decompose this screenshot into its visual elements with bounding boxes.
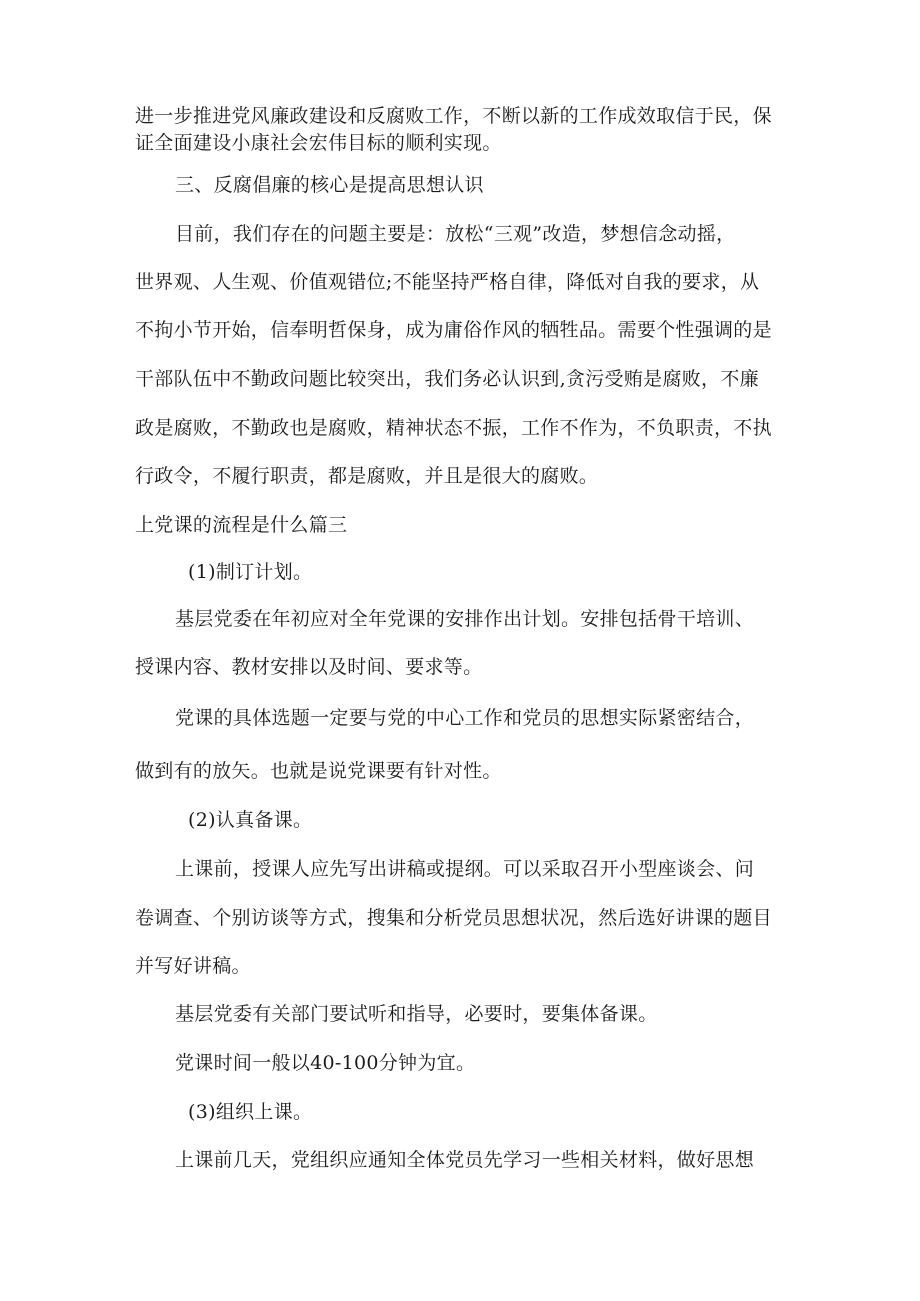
text-line: 证全面建设小康社会宏伟目标的顺利实现。 xyxy=(135,132,502,154)
text-line: 行政令，不履行职责，都是腐败，并且是很大的腐败。 xyxy=(135,465,599,487)
text-line: 并写好讲稿。 xyxy=(135,955,251,977)
section-title: 上党课的流程是什么篇三 xyxy=(135,514,348,536)
step-heading: (1)制订计划。 xyxy=(188,561,313,583)
text-line: 进一步推进党风廉政建设和反腐败工作，不断以新的工作成效取信于民，保 xyxy=(135,105,772,127)
step-heading: (3)组织上课。 xyxy=(188,1101,313,1123)
text-line: 不拘小节开始，信奉明哲保身，成为庸俗作风的牺牲品。需要个性强调的是 xyxy=(135,319,772,341)
text-line: 基层党委在年初应对全年党课的安排作出计划。安排包括骨干培训、 xyxy=(175,608,755,630)
text-line: 授课内容、教材安排以及时间、要求等。 xyxy=(135,656,483,678)
text-line: 党课时间一般以40-100分钟为宜。 xyxy=(175,1052,476,1074)
section-heading: 三、反腐倡廉的核心是提高思想认识 xyxy=(175,174,484,196)
text-line: 做到有的放矢。也就是说党课要有针对性。 xyxy=(135,760,502,782)
text-line: 政是腐败，不勤政也是腐败，精神状态不振，工作不作为，不负职责，不执 xyxy=(135,417,772,439)
text-line: 目前，我们存在的问题主要是：放松“三观”改造，梦想信念动摇， xyxy=(175,223,736,245)
step-heading: (2)认真备课。 xyxy=(188,809,313,831)
text-line: 世界观、人生观、价值观错位;不能坚持严格自律，降低对自我的要求，从 xyxy=(135,271,760,293)
text-line: 基层党委有关部门要试听和指导，必要时，要集体备课。 xyxy=(175,1003,658,1025)
text-line: 干部队伍中不勤政问题比较突出，我们务必认识到,贪污受贿是腐败，不廉 xyxy=(135,368,759,390)
text-line: 党课的具体选题一定要与党的中心工作和党员的思想实际紧密结合， xyxy=(175,707,755,729)
text-line: 上课前，授课人应先写出讲稿或提纲。可以采取召开小型座谈会、问 xyxy=(175,858,755,880)
text-line: 上课前几天，党组织应通知全体党员先学习一些相关材料，做好思想 xyxy=(175,1149,755,1171)
text-line: 卷调查、个别访谈等方式，搜集和分析党员思想状况，然后选好讲课的题目 xyxy=(135,907,772,929)
